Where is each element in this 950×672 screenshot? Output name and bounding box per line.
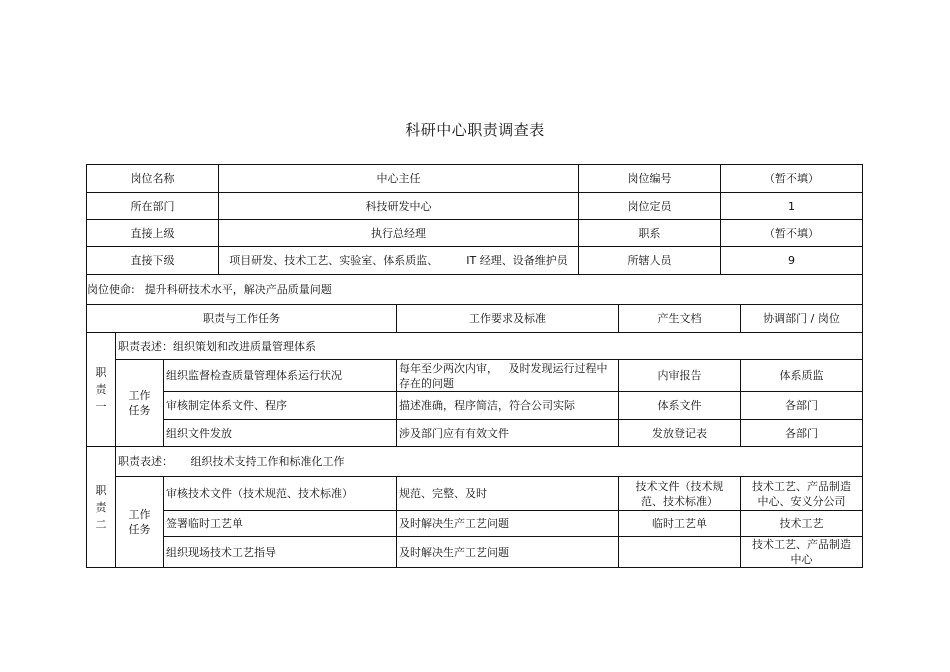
rank-value: （暂不填） xyxy=(764,226,819,240)
duty-2-task-2: 签署临时工艺单 xyxy=(166,517,243,530)
duty-1-task-3-document: 发放登记表 xyxy=(652,426,707,440)
duty-1-statement: 职责表述：组织策划和改进质量管理体系 xyxy=(118,339,316,353)
position-code-value: （暂不填） xyxy=(764,172,819,185)
duty-survey-table xyxy=(86,164,863,568)
mission-label: 岗位使命: xyxy=(87,283,135,296)
duty-2-task-1: 审核技术文件（技术规范、技术标准） xyxy=(166,487,353,500)
header-requirement: 工作要求及标准 xyxy=(469,312,546,325)
superior-label: 直接上级 xyxy=(130,226,175,240)
duty-1-task-2-requirement: 描述准确，程序简洁，符合公司实际 xyxy=(399,399,575,412)
rank-label: 职系 xyxy=(638,226,661,240)
subordinate-value: 项目研发、技术工艺、实验室、体系质监、 IT 经理、设备维护员 xyxy=(229,254,568,267)
position-name-label: 岗位名称 xyxy=(130,172,175,185)
duty-2-task-2-requirement: 及时解决生产工艺问题 xyxy=(399,517,509,530)
duty-1-task-3-coordination: 各部门 xyxy=(785,426,818,440)
duty-1-task-3-requirement: 涉及部门应有有效文件 xyxy=(399,426,509,440)
duty-2-task-3: 组织现场技术工艺指导 xyxy=(166,545,276,559)
subordinate-label: 直接下级 xyxy=(130,254,175,267)
headcount-value: 1 xyxy=(788,199,795,213)
duty-2-task-2-document: 临时工艺单 xyxy=(652,517,707,530)
duty-1-task-1-document: 内审报告 xyxy=(657,369,702,382)
department-value: 科技研发中心 xyxy=(365,199,432,213)
duty-1-task-2-document: 体系文件 xyxy=(657,399,702,412)
department-label: 所在部门 xyxy=(130,199,175,213)
mission-row xyxy=(87,275,862,304)
duty-2-label: 职 责 二 xyxy=(95,483,107,531)
duty-2-task-3-coordination: 技术工艺、产品制造中心 xyxy=(752,538,851,566)
duty-1-label: 职 责 一 xyxy=(95,366,107,413)
duty-2-statement: 职责表述： 组织技术支持工作和标准化工作 xyxy=(118,455,345,468)
page-title: 科研中心职责调查表 xyxy=(405,121,545,139)
duty-1-task-1-coordination: 体系质监 xyxy=(779,369,824,382)
headcount-label: 岗位定员 xyxy=(627,199,672,213)
duty-1-task-2-coordination: 各部门 xyxy=(785,399,818,412)
duty-1-task-3: 组织文件发放 xyxy=(166,426,232,440)
duty-2-task-2-coordination: 技术工艺 xyxy=(779,517,824,530)
duty-1-task-2: 审核制定体系文件、程序 xyxy=(166,399,287,412)
duty-1-task-label: 工作任务 xyxy=(128,389,151,417)
duty-1-task-1: 组织监督检查质量管理体系运行状况 xyxy=(166,369,342,382)
managed-staff-value: 9 xyxy=(788,254,795,267)
header-documents: 产生文档 xyxy=(657,312,702,325)
superior-value: 执行总经理 xyxy=(371,226,426,240)
header-duty: 职责与工作任务 xyxy=(203,312,280,325)
duty-2-task-1-requirement: 规范、完整、及时 xyxy=(399,487,487,500)
position-code-label: 岗位编号 xyxy=(627,172,672,185)
duty-2-task-1-coordination: 技术工艺、产品制造中心、安义分公司 xyxy=(752,479,851,508)
managed-staff-label: 所辖人员 xyxy=(627,254,672,267)
duty-2-task-3-requirement: 及时解决生产工艺问题 xyxy=(399,545,509,559)
mission-value: 提升科研技术水平，解决产品质量问题 xyxy=(144,283,332,296)
duty-2-task-label: 工作任务 xyxy=(128,508,151,536)
header-coordination: 协调部门 / 岗位 xyxy=(763,312,840,325)
duty-2-task-3-document xyxy=(619,537,740,567)
position-name-value: 中心主任 xyxy=(376,172,421,185)
duty-2-task-1-document: 技术文件（技术规范、技术标准） xyxy=(635,479,724,508)
duty-1-task-1-requirement: 每年至少两次内审， 及时发现运行过程中存在的问题 xyxy=(399,361,608,390)
